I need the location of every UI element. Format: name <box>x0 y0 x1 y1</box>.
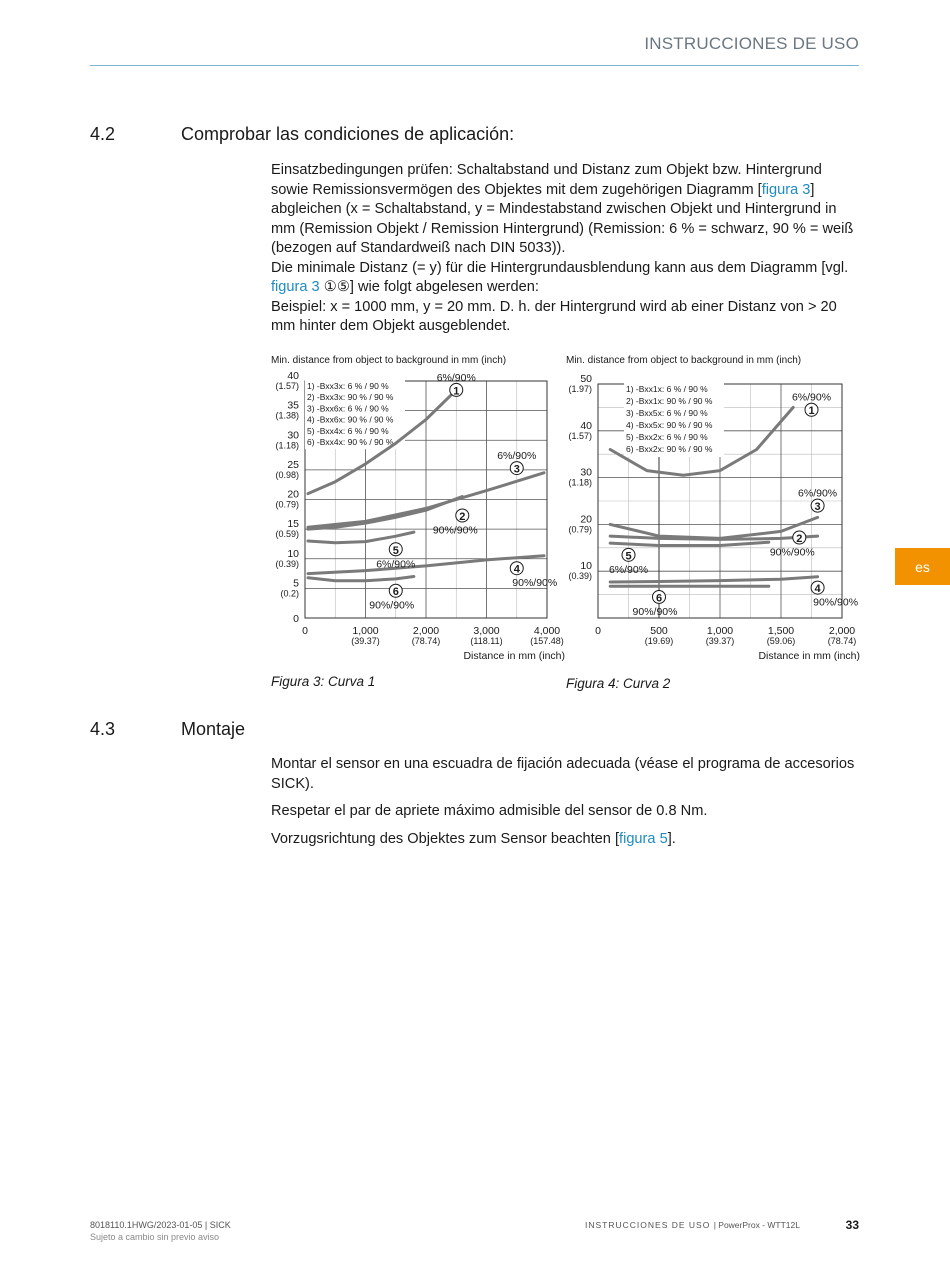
y-tick-label: (1.97) <box>568 384 592 394</box>
legend-item: 5) -Bxx4x: 6 % / 90 % <box>307 425 389 436</box>
y-tick-label: 50 <box>580 373 592 385</box>
footer-doc-type: INSTRUCCIONES DE USO <box>585 1220 711 1230</box>
x-tick-label: 3,000 <box>473 625 500 637</box>
series-marker-number: 4 <box>814 583 821 596</box>
legend-item: 2) -Bxx3x: 90 % / 90 % <box>307 392 394 403</box>
paragraph: Beispiel: x = 1000 mm, y = 20 mm. D. h. der Hintergrund wird ab einer Distanz von > 20 mm hinter dem Objekt ausgeblendet. <box>271 298 837 334</box>
y-tick-label: 25 <box>287 458 299 471</box>
x-tick-label: 0 <box>595 625 601 637</box>
x-tick-label: (59.06) <box>766 636 796 646</box>
section-title: Comprobar las condiciones de aplicación: <box>181 124 515 144</box>
x-tick-label: (157.48) <box>530 636 564 646</box>
paragraph <box>271 259 861 298</box>
chart-curve-1 <box>265 348 565 668</box>
legend-item: 4) -Bxx6x: 90 % / 90 % <box>307 414 394 425</box>
x-tick-label: (39.37) <box>351 636 380 646</box>
x-axis-label: Distance in mm (inch) <box>758 650 860 662</box>
series-line <box>610 517 817 538</box>
legend-item: 6) -Bxx2x: 90 % / 90 % <box>626 444 713 454</box>
y-tick-label: (0.59) <box>275 529 299 540</box>
series-label: 6%/90% <box>798 487 838 500</box>
series-marker-number: 5 <box>392 544 399 557</box>
footer-doc-ref: 8018110.1HWG/2023-01-05 | SICK <box>90 1220 231 1230</box>
text: ] abgleichen (x = Schaltabstand, y = Mindestabstand zwischen Objekt und Hintergrund in mm (Remission Objekt / Remission Hintergrund) (Remission: 6 % = schwarz, 90 % = weiß (bezogen auf Standardweiß nach DIN 5033)). <box>271 181 854 256</box>
paragraph: Montar el sensor en una escuadra de fijación adecuada (véase el programa de accesorios SICK). <box>271 756 855 792</box>
series-label: 6%/90% <box>791 391 832 404</box>
y-tick-label: (0.2) <box>280 588 299 599</box>
y-tick-label: (1.18) <box>275 440 299 451</box>
x-tick-label: 2,000 <box>412 625 440 637</box>
legend-item: 1) -Bxx1x: 6 % / 90 % <box>626 384 708 394</box>
series-label: 90%/90% <box>432 524 478 537</box>
x-tick-label: 500 <box>650 625 668 637</box>
legend-item: 2) -Bxx1x: 90 % / 90 % <box>626 396 713 406</box>
section-number: 4.3 <box>90 719 116 739</box>
x-tick-label: (78.74) <box>411 636 441 646</box>
y-tick-label: 30 <box>287 429 299 442</box>
series-label: 90%/90% <box>769 546 815 559</box>
y-tick-label: 40 <box>580 419 592 432</box>
y-tick-label: 35 <box>287 399 299 412</box>
series-marker-number: 1 <box>453 385 460 398</box>
series-label: 90%/90% <box>813 596 859 609</box>
x-tick-label: 2,000 <box>828 625 856 637</box>
chart-title: Min. distance from object to background in mm (inch) <box>566 355 802 366</box>
text: Die minimale Distanz (= y) für die Hintergrundausblendung kann aus dem Diagramm [vgl. <box>271 259 849 276</box>
x-tick-label: (19.69) <box>644 636 674 646</box>
y-tick-label: 40 <box>287 370 299 382</box>
page-header-title: INSTRUCCIONES DE USO <box>644 34 859 53</box>
x-tick-label: 1,000 <box>706 625 734 637</box>
series-line <box>308 577 414 581</box>
series-marker-number: 3 <box>513 463 520 476</box>
y-tick-label: 30 <box>580 466 592 479</box>
paragraph: Respetar el par de apriete máximo admisible del sensor de 0.8 Nm. <box>271 803 708 819</box>
section-title: Montaje <box>181 719 246 739</box>
x-tick-label: 0 <box>302 625 308 637</box>
language-tab[interactable]: es <box>895 548 950 585</box>
series-label: 6%/90% <box>497 450 537 463</box>
y-tick-label: 20 <box>287 488 299 501</box>
y-tick-label: (0.79) <box>568 524 592 535</box>
figure-caption: Figura 3: Curva 1 <box>271 674 376 689</box>
series-label: 90%/90% <box>512 577 558 590</box>
text: ]. <box>667 830 676 847</box>
chart-curve-2 <box>560 348 860 668</box>
paragraph <box>271 830 861 850</box>
x-tick-label: (78.74) <box>827 636 857 646</box>
y-tick-label: (1.38) <box>275 410 299 421</box>
y-tick-label: (0.79) <box>275 499 299 510</box>
x-axis-label: Distance in mm (inch) <box>463 650 565 662</box>
chart-title: Min. distance from object to background in mm (inch) <box>271 355 507 366</box>
x-tick-label: 4,000 <box>533 625 561 637</box>
legend-item: 5) -Bxx2x: 6 % / 90 % <box>626 432 708 442</box>
series-marker-number: 2 <box>796 533 803 546</box>
y-tick-label: (0.98) <box>275 469 299 480</box>
footer-left <box>90 1219 231 1243</box>
series-line <box>610 577 817 582</box>
x-tick-label: (39.37) <box>705 636 735 646</box>
footer-center <box>585 1220 800 1230</box>
section-body <box>271 755 861 849</box>
series-label: 6%/90% <box>608 563 649 576</box>
series-marker-number: 1 <box>808 405 815 418</box>
text: Einsatzbedingungen prüfen: Schaltabstand und Distanz zum Objekt bzw. Hintergrund sowie Remissionsvermögen des Objektes mit dem zugehörigen Diagramm [ <box>271 162 822 198</box>
y-tick-label: (1.57) <box>568 430 592 441</box>
legend-item: 1) -Bxx3x: 6 % / 90 % <box>307 381 389 391</box>
x-tick-label: (118.11) <box>470 636 503 646</box>
series-marker-number: 4 <box>513 563 520 576</box>
paragraph <box>271 161 861 259</box>
text: ①⑤] wie folgt abgelesen werden: <box>319 279 539 295</box>
y-tick-label: 0 <box>293 613 299 625</box>
legend-item: 4) -Bxx5x: 90 % / 90 % <box>626 420 713 430</box>
figure-caption: Figura 4: Curva 2 <box>566 676 671 691</box>
page-number: 33 <box>845 1218 859 1232</box>
legend-item: 3) -Bxx5x: 6 % / 90 % <box>626 408 708 418</box>
series-label: 6%/90% <box>376 558 416 571</box>
series-marker-number: 5 <box>625 550 632 563</box>
series-label: 90%/90% <box>632 605 678 618</box>
series-marker-number: 3 <box>814 501 821 514</box>
y-tick-label: 15 <box>287 518 299 531</box>
y-tick-label: 5 <box>293 577 299 590</box>
series-label: 90%/90% <box>369 599 415 612</box>
series-label: 6%/90% <box>436 371 476 384</box>
footer-product: | PowerProx - WTT12L <box>713 1220 800 1230</box>
y-tick-label: (0.39) <box>275 558 299 569</box>
x-tick-label: 1,000 <box>352 625 379 637</box>
legend-item: 3) -Bxx6x: 6 % / 90 % <box>307 403 389 414</box>
section-body <box>271 161 861 337</box>
header-rule <box>90 65 859 66</box>
y-tick-label: 10 <box>287 547 299 560</box>
section-number: 4.2 <box>90 124 116 144</box>
y-tick-label: (1.57) <box>275 381 299 391</box>
text: Vorzugsrichtung des Objektes zum Sensor beachten [ <box>271 830 620 847</box>
series-marker-number: 6 <box>392 586 399 599</box>
x-tick-label: 1,500 <box>767 625 795 637</box>
y-tick-label: 20 <box>580 513 592 526</box>
legend-item: 6) -Bxx4x: 90 % / 90 % <box>307 437 394 447</box>
y-tick-label: (0.39) <box>568 571 592 582</box>
figure-link[interactable]: figura 5 <box>619 830 668 847</box>
series-marker-number: 2 <box>459 510 466 523</box>
series-line <box>308 532 414 543</box>
y-tick-label: (1.18) <box>568 477 592 488</box>
figure-link[interactable]: figura 3 <box>761 181 811 198</box>
y-tick-label: 10 <box>580 560 592 573</box>
footer-subject: Sujeto a cambio sin previo aviso <box>90 1232 220 1242</box>
series-marker-number: 6 <box>655 592 663 605</box>
figure-link[interactable]: figura 3 <box>271 279 320 295</box>
